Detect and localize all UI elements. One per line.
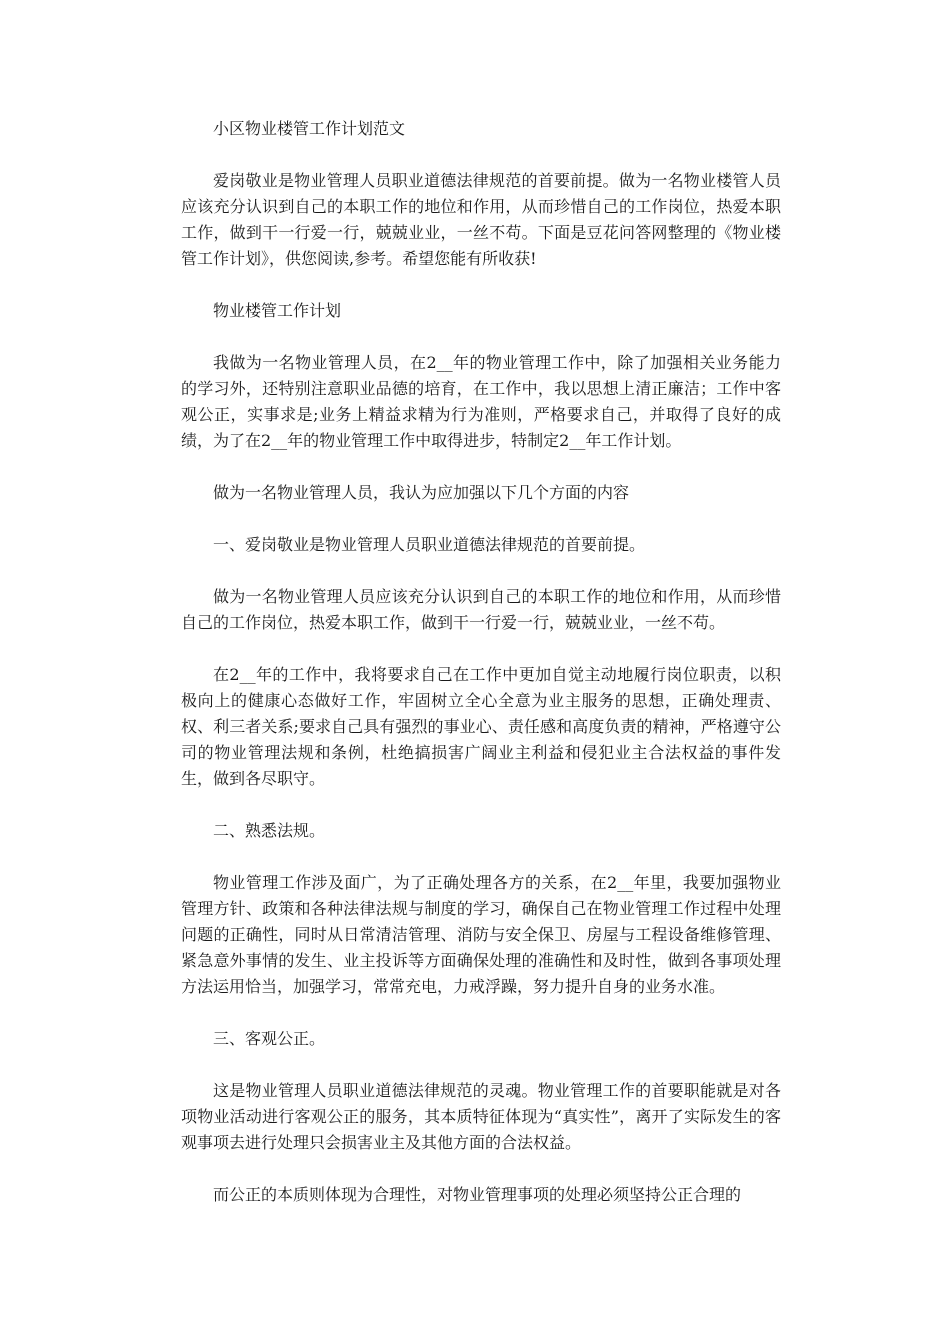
paragraph-4: 在2__年的工作中，我将要求自己在工作中更加自觉主动地履行岗位职责，以积极向上的健康心态做好工作，牢固树立全心全意为业主服务的思想，正确处理责、权、利三者关系;要求自己具有强烈的事业心、责任感和高度负责的精神，严格遵守公司的物业管理法规和条例，杜绝搞损害广阔业主利益和侵犯业主合法权益的事件发生，做到各尽职守。 (181, 665, 781, 788)
paragraph-1: 我做为一名物业管理人员，在2__年的物业管理工作中，除了加强相关业务能力的学习外，还特别注意职业品德的培育，在工作中，我以思想上清正廉洁；工作中客观公正，实事求是;业务上精益求精为行为准则，严格要求自己，并取得了良好的成绩，为了在2__年的物业管理工作中取得进步，特制定2__年工作计划。 (181, 353, 781, 450)
paragraph-3: 做为一名物业管理人员应该充分认识到自己的本职工作的地位和作用，从而珍惜自己的工作岗位，热爱本职工作，做到干一行爱一行，兢兢业业，一丝不苟。 (181, 587, 781, 632)
paragraph-2: 做为一名物业管理人员，我认为应加强以下几个方面的内容 (213, 483, 630, 502)
paragraph-6: 这是物业管理人员职业道德法律规范的灵魂。物业管理工作的首要职能就是对各项物业活动进行客观公正的服务，其本质特征体现为“真实性”，离开了实际发生的客观事项去进行处理只会损害业主及其他方面的合法权益。 (181, 1081, 781, 1152)
intro-paragraph: 爱岗敬业是物业管理人员职业道德法律规范的首要前提。做为一名物业楼管人员应该充分认识到自己的本职工作的地位和作用，从而珍惜自己的工作岗位，热爱本职工作，做到干一行爱一行，兢兢业业，一丝不苟。下面是豆花问答网整理的《物业楼管工作计划》，供您阅读,参考。希望您能有所收获! (181, 171, 781, 268)
heading-1: 一、爱岗敬业是物业管理人员职业道德法律规范的首要前提。 (213, 535, 646, 554)
heading-2: 二、熟悉法规。 (213, 821, 326, 840)
document-title: 小区物业楼管工作计划范文 (213, 119, 406, 138)
paragraph-7: 而公正的本质则体现为合理性，对物业管理事项的处理必须坚持公正合理的 (213, 1185, 742, 1204)
section-subtitle: 物业楼管工作计划 (213, 301, 342, 320)
document-body (181, 116, 781, 1208)
heading-3: 三、客观公正。 (213, 1029, 326, 1048)
paragraph-5: 物业管理工作涉及面广，为了正确处理各方的关系，在2__年里，我要加强物业管理方针、政策和各种法律法规与制度的学习，确保自己在物业管理工作过程中处理问题的正确性，同时从日常清洁管理、消防与安全保卫、房屋与工程设备维修管理、紧急意外事情的发生、业主投诉等方面确保处理的准确性和及时性，做到各事项处理方法运用恰当，加强学习，常常充电，力戒浮躁，努力提升自身的业务水准。 (181, 873, 781, 996)
